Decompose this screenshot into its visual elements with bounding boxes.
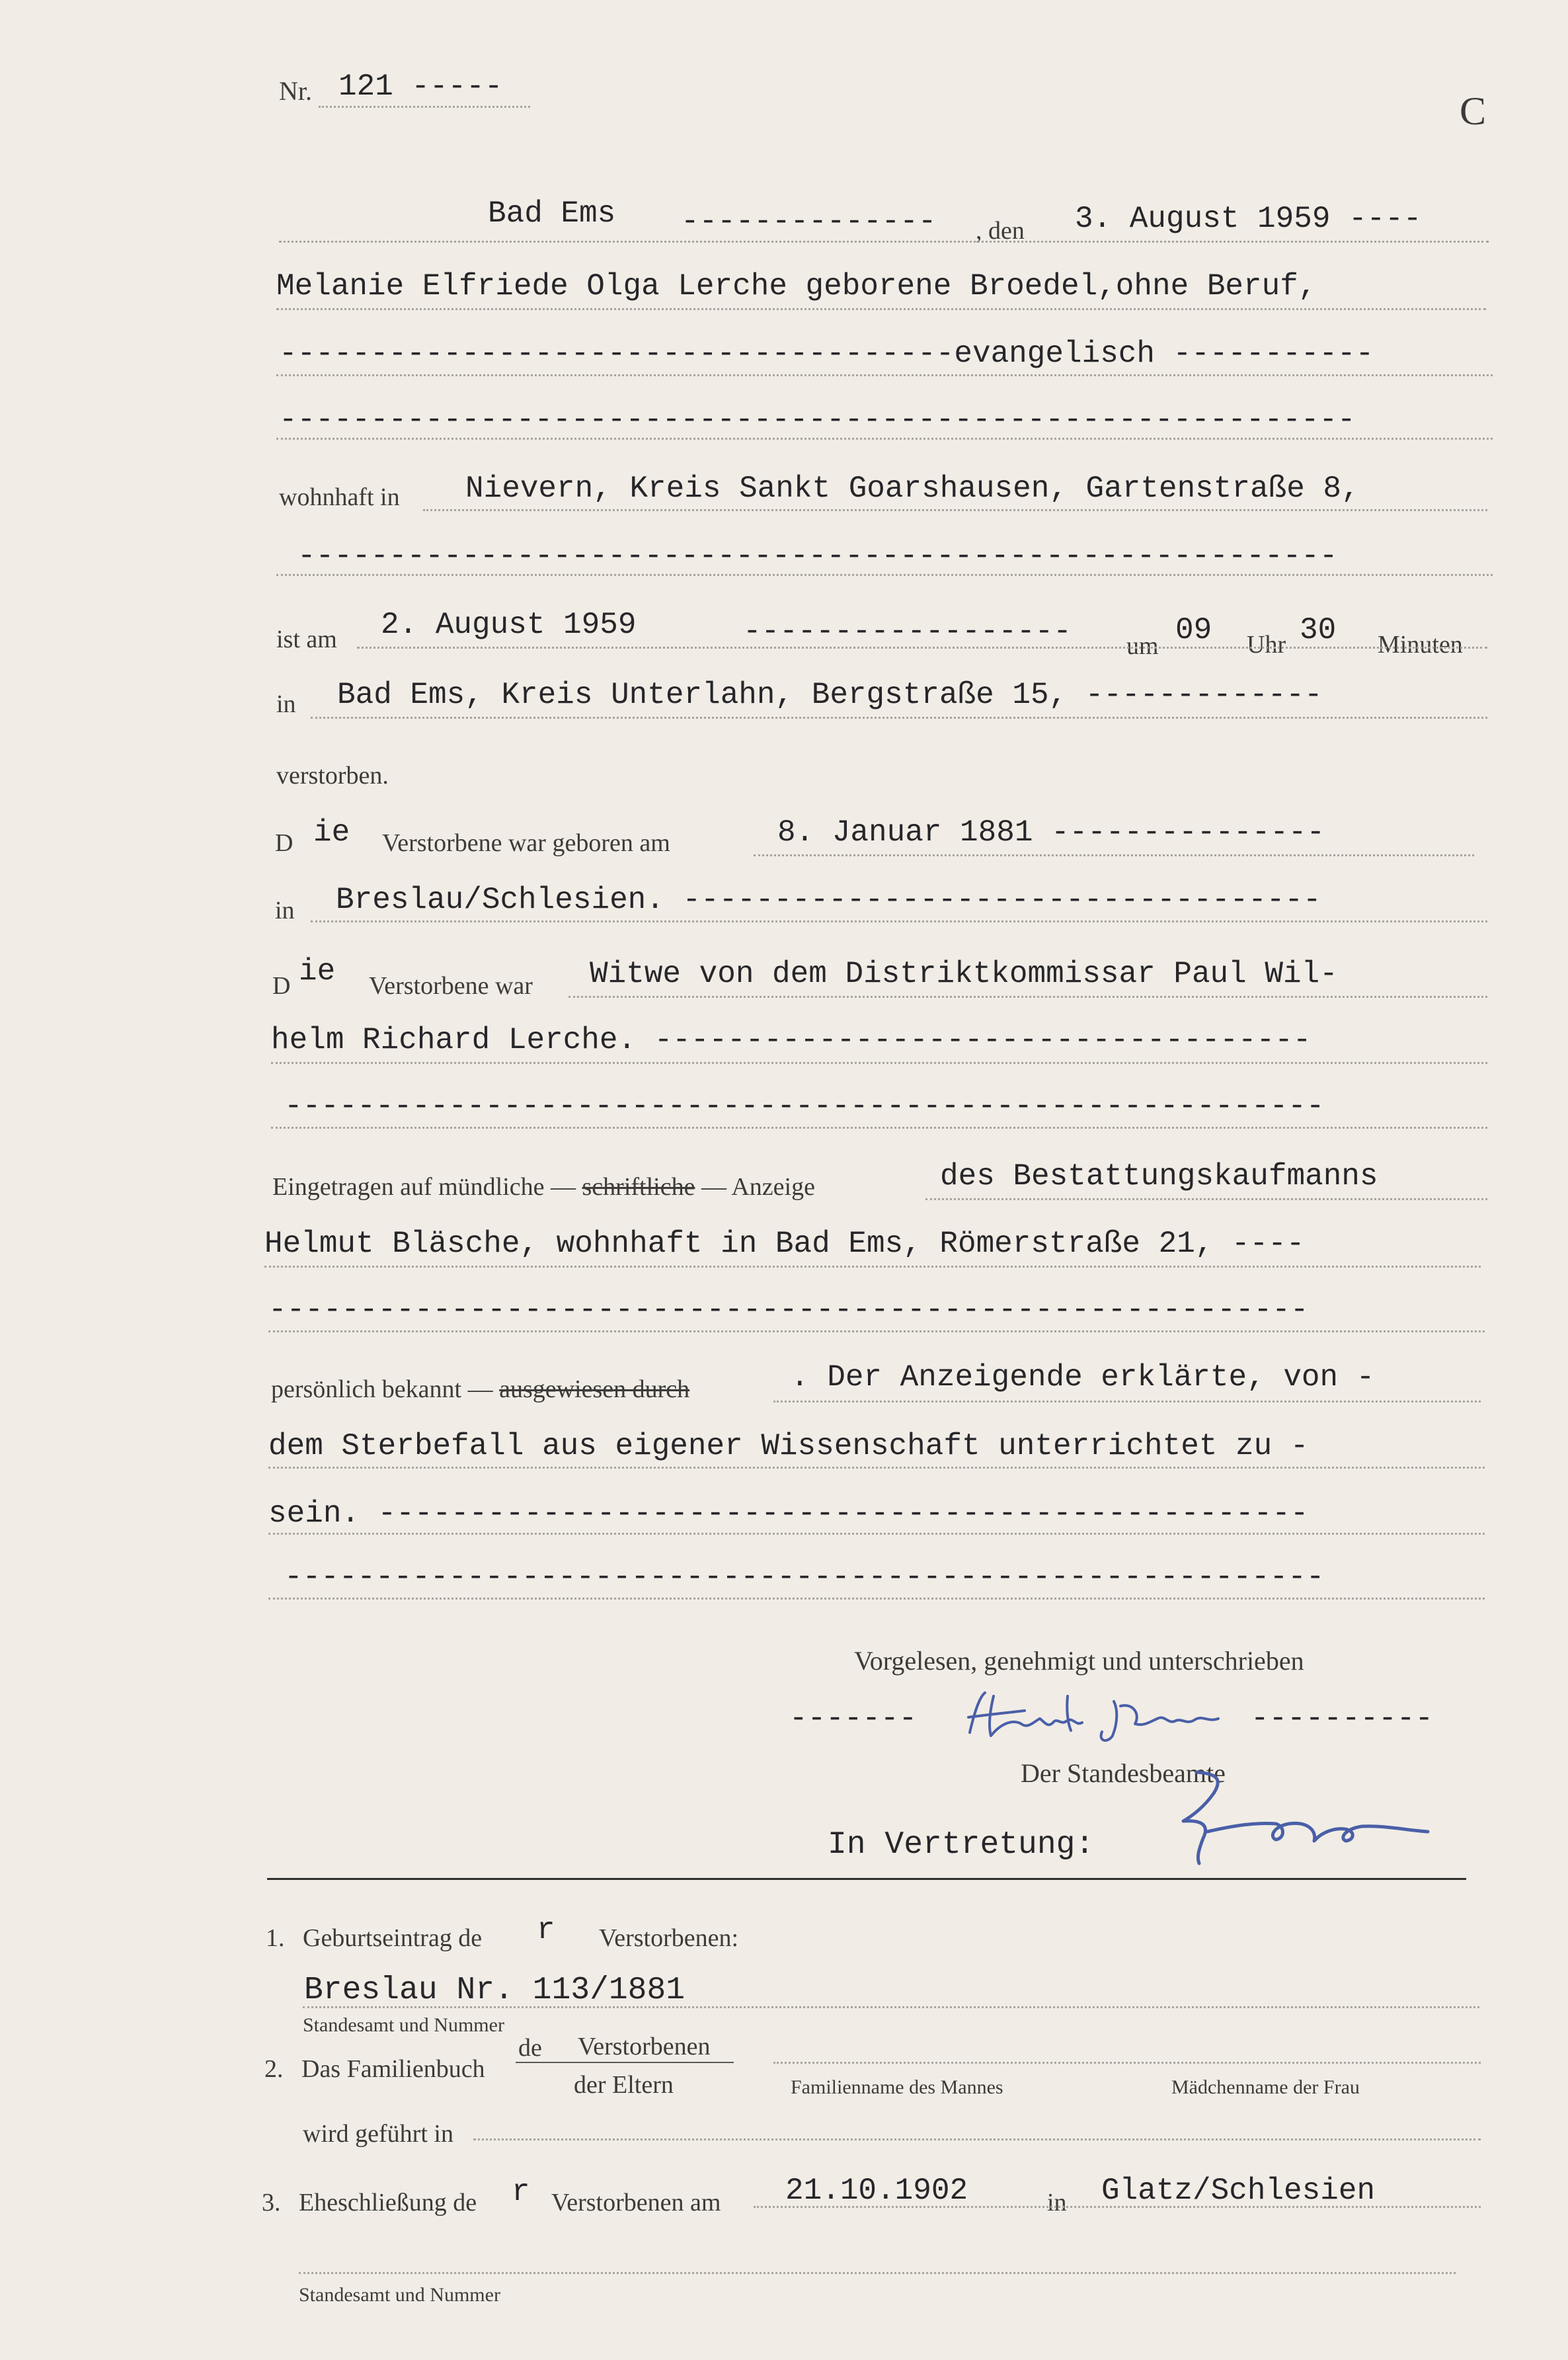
item3-number: 3. — [262, 2189, 281, 2217]
dotted-line — [568, 996, 1487, 998]
death-place-label: in — [276, 690, 296, 718]
informant-statement-cont: dem Sterbefall aus eigener Wissenschaft unterrichtet zu - — [268, 1429, 1309, 1463]
den-label: , den — [976, 217, 1025, 245]
minuten-label: Minuten — [1378, 631, 1463, 659]
death-date-label: ist am — [276, 626, 337, 653]
dotted-line — [268, 1533, 1485, 1535]
signature-dashes-right: ---------- — [1251, 1701, 1434, 1736]
read-approved-label: Vorgelesen, genehmigt und unterschrieben — [854, 1646, 1304, 1676]
dotted-line — [271, 1127, 1487, 1129]
dotted-line — [276, 374, 1493, 376]
registration-label — [272, 1174, 815, 1200]
deceased-name: Melanie Elfriede Olga Lerche geborene Broedel,ohne Beruf, — [276, 269, 1317, 304]
item1-article: r — [537, 1913, 555, 1947]
registration-label-struck: schriftliche — [582, 1173, 695, 1201]
verstorben-label: verstorben. — [276, 762, 389, 790]
item1-label: Geburtseintrag de — [303, 1924, 483, 1952]
item1-suffix: Verstorbenen: — [599, 1924, 739, 1952]
uhr-label: Uhr — [1247, 631, 1286, 659]
residence-cont: --------------------------------------------------------- — [297, 539, 1338, 573]
religion: -------------------------------------evangelisch ----------- — [279, 337, 1374, 371]
residence-label: wohnhaft in — [279, 483, 400, 511]
dotted-line — [276, 438, 1493, 440]
registration-label-prefix: Eingetragen auf mündliche — — [272, 1173, 576, 1201]
informant-statement: . Der Anzeigende erklärte, von - — [791, 1360, 1375, 1395]
dotted-line — [754, 854, 1474, 856]
record-date: 3. August 1959 ---- — [1075, 202, 1422, 236]
dotted-line — [311, 717, 1487, 719]
marital-status-cont: helm Richard Lerche. ------------------------------------ — [271, 1023, 1312, 1057]
death-dashes: ------------------ — [743, 614, 1072, 649]
marital-article: ie — [299, 954, 336, 989]
death-hour: 09 — [1175, 613, 1212, 647]
dotted-line — [268, 1467, 1485, 1469]
item3-label: Eheschließung de — [299, 2189, 477, 2217]
item2-kept: wird geführt in — [303, 2120, 453, 2148]
dotted-line — [268, 1330, 1485, 1332]
item2-bottom: der Eltern — [574, 2071, 674, 2099]
marital-d-label: D — [272, 972, 291, 1000]
item3-article: r — [512, 2175, 530, 2209]
birth-register-entry: Breslau Nr. 113/1881 — [304, 1973, 686, 2008]
death-date: 2. August 1959 — [381, 608, 637, 642]
death-minutes: 30 — [1300, 613, 1337, 647]
dotted-line — [925, 1198, 1487, 1200]
nr-dotted-line — [319, 106, 530, 108]
dotted-line — [299, 2272, 1456, 2274]
um-label: um — [1126, 632, 1159, 660]
item2-number: 2. — [264, 2055, 284, 2083]
birth-date: 8. Januar 1881 --------------- — [777, 815, 1325, 850]
signature-dashes-left: ------- — [789, 1701, 918, 1736]
known-label-struck: ausgewiesen durch — [499, 1375, 690, 1403]
known-label-text: persönlich bekannt — — [271, 1375, 493, 1403]
item2-top: de — [518, 2034, 542, 2062]
dotted-line — [473, 2138, 1481, 2140]
marital-blank: --------------------------------------------------------- — [284, 1089, 1325, 1123]
marriage-date: 21.10.1902 — [785, 2174, 968, 2208]
birth-d-label: D — [275, 829, 294, 857]
form-letter: C — [1460, 89, 1487, 133]
dotted-line — [423, 509, 1487, 511]
dotted-line — [754, 2206, 1481, 2208]
item1-number: 1. — [266, 1924, 285, 1952]
dotted-line — [311, 920, 1487, 922]
dotted-line — [773, 2062, 1481, 2064]
dotted-line — [276, 574, 1493, 576]
registrar-label: Der Standesbeamte — [1021, 1758, 1226, 1788]
marriage-place: Glatz/Schlesien — [1101, 2174, 1376, 2208]
nr-label: Nr. — [279, 76, 312, 106]
blank-line: ----------------------------------------------------------- — [279, 403, 1356, 437]
record-number: 121 ----- — [338, 69, 503, 104]
dotted-line — [271, 1062, 1487, 1064]
statement-blank: --------------------------------------------------------- — [284, 1560, 1325, 1594]
item2-col2: Mädchenname der Frau — [1171, 2076, 1360, 2098]
deputy-label: In Vertretung: — [828, 1827, 1095, 1863]
informant-name: Helmut Bläsche, wohnhaft in Bad Ems, Römerstraße 21, ---- — [264, 1227, 1305, 1261]
birth-place: Breslau/Schlesien. ----------------------------------- — [336, 883, 1321, 917]
informant-blank: --------------------------------------------------------- — [268, 1293, 1309, 1327]
dotted-line — [303, 2006, 1479, 2008]
section-divider — [267, 1878, 1466, 1880]
item2-top2: Verstorbenen — [578, 2033, 711, 2060]
marital-status: Witwe von dem Distriktkommissar Paul Wil- — [590, 957, 1338, 991]
item3-in: in — [1047, 2189, 1067, 2217]
fraction-line — [516, 2062, 734, 2063]
place: Bad Ems — [488, 196, 616, 231]
dotted-line — [276, 308, 1486, 310]
item1-caption: Standesamt und Nummer — [303, 2014, 504, 2036]
registrar-signature — [1144, 1732, 1501, 1878]
birth-article: ie — [313, 815, 350, 850]
registration-label-suffix: — Anzeige — [701, 1173, 815, 1201]
dotted-line — [773, 1401, 1481, 1403]
item2-label: Das Familienbuch — [301, 2055, 485, 2083]
birth-label: Verstorbene war geboren am — [382, 829, 670, 857]
item2-col1: Familienname des Mannes — [791, 2076, 1003, 2098]
dotted-line — [279, 241, 1489, 243]
dotted-line — [268, 1598, 1485, 1600]
dotted-line — [357, 647, 1487, 649]
known-label — [271, 1377, 689, 1402]
residence: Nievern, Kreis Sankt Goarshausen, Gartenstraße 8, — [465, 471, 1360, 506]
item3-caption: Standesamt und Nummer — [299, 2284, 500, 2306]
death-place: Bad Ems, Kreis Unterlahn, Bergstraße 15, ------------- — [337, 678, 1323, 712]
dotted-line — [264, 1266, 1481, 1268]
birth-place-label: in — [275, 897, 295, 924]
place-dashes: -------------- — [681, 204, 937, 239]
item3-suffix: Verstorbenen am — [551, 2189, 721, 2217]
marital-label: Verstorbene war — [369, 972, 533, 1000]
informant-occupation: des Bestattungskaufmanns — [940, 1159, 1378, 1194]
informant-statement-end: sein. --------------------------------------------------- — [268, 1496, 1309, 1531]
